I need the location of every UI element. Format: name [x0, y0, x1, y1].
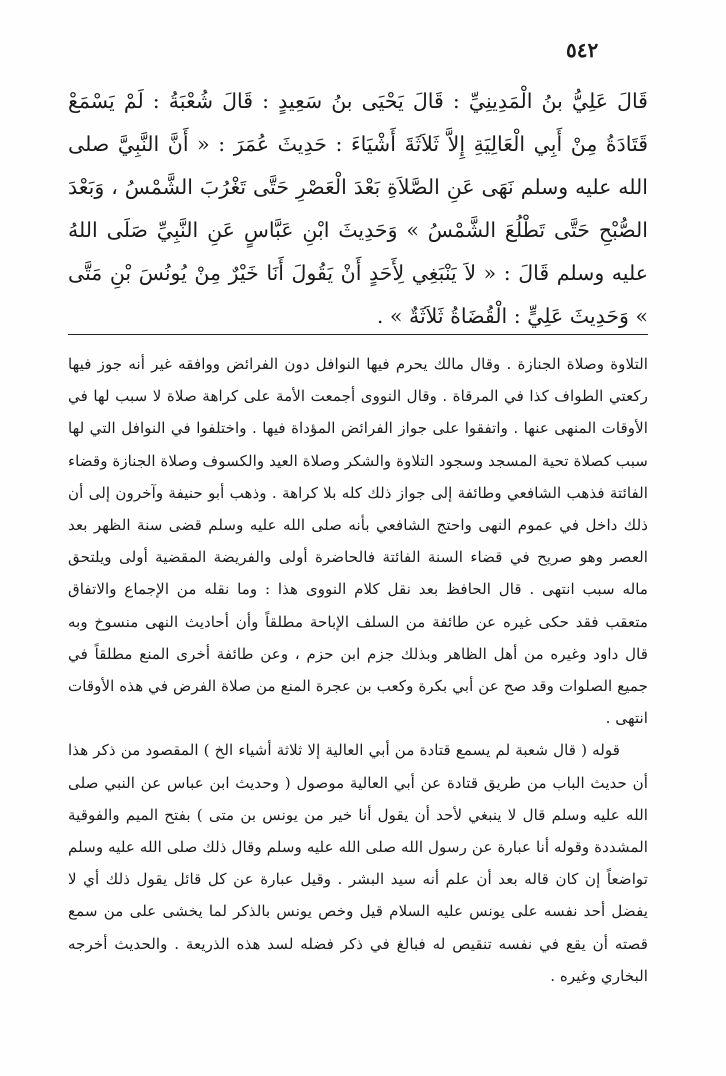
footnote-paragraph-2: قوله ( قال شعبة لم يسمع قتادة من أبي العالية إلا ثلاثة أشياء الخ ) المقصود من ذكر هذا أن حديث الباب من طريق قتادة عن أبي العالية موصول ( وحديث ابن عباس عن النبي صلى الله عليه وسلم قال لا ينبغي لأحد أن يقول أنا خير من يونس بن متى ) بفتح الميم والفوقية المشددة وقوله أنا عبارة عن رسول الله صلى الله عليه وسلم وقال ذلك صلى الله عليه وسلم تواضعاً إن كان قاله بعد أن علم أنه سيد البشر . وقيل عبارة عن كل قائل يقول ذلك أي لا يفضل أحد نفسه على يونس عليه السلام قيل وخص يونس بالذكر لما يخشى على من سمع قصته أن يقع في نفسه تنقيص له فبالغ في ذكر فضله لسد هذه الذريعة . والحديث أخرجه البخاري وغيره .	[68, 741, 648, 985]
footnote-commentary	[68, 348, 648, 992]
main-text-paragraph: قَالَ عَلِيُّ بنُ الْمَدِينِيِّ : قَالَ يَحْيَى بنُ سَعِيدٍ : قَالَ شُعْبَةُ : لَمْ يَسْمَعْ قَتَادَةُ مِنْ أَبِي الْعَالِيَةِ إِلاَّ ثَلاَثَةَ أَشْيَاءَ : حَدِيثَ عُمَرَ : « أَنَّ النَّبِيَّ صلى الله عليه وسلم نَهَى عَنِ الصَّلاَةِ بَعْدَ الْعَصْرِ حَتَّى تَغْرُبَ الشَّمْسُ ، وَبَعْدَ الصُّبْحِ حَتَّى تَطْلُعَ الشَّمْسُ » وَحَدِيثَ ابْنِ عَبَّاسٍ عَنِ النَّبِيِّ صَلَى اللهُ عليه وسلم قَالَ : « لاَ يَنْبَغِي لِأَحَدٍ أَنْ يَقُولَ أَنَا خَيْرٌ مِنْ يُونُسَ بْنِ مَتَّى » وَحَدِيثَ عَلِيٍّ : الْقُضَاةُ ثَلاَثَةٌ » .	[68, 89, 648, 328]
main-text	[68, 80, 648, 338]
footnote-divider	[68, 334, 648, 335]
page-number: ٥٤٢	[566, 38, 599, 62]
footnote-paragraph-1: التلاوة وصلاة الجنازة . وقال مالك يحرم فيها النوافل دون الفرائض ووافقه غير أنه جوز فيها ركعتي الطواف كذا في المرقاة . وقال النووى أجمعت الأمة على كراهة صلاة لا سبب لها في الأوقات المنهى عنها . واتفقوا على جواز الفرائض المؤداة فيها . واختلفوا في النوافل التي لها سبب كصلاة تحية المسجد وسجود التلاوة والشكر وصلاة العيد والكسوف وصلاة الجنازة وقضاء الفائتة فذهب الشافعي وطائفة إلى جواز ذلك كله بلا كراهة . وذهب أبو حنيفة وآخرون إلى أن ذلك داخل في عموم النهى واحتج الشافعي بأنه صلى الله عليه وسلم قضى سنة الظهر بعد العصر وهو صريح في قضاء السنة الفائتة فالحاضرة أولى والفريضة المقضية أولى ويلتحق ماله سبب انتهى . قال الحافظ بعد نقل كلام النووى هذا : وما نقله من الإجماع والاتفاق متعقب فقد حكى غيره عن طائفة من السلف الإباحة مطلقاً وأن أحاديث النهى منسوخ وبه قال داود وغيره من أهل الظاهر وبذلك جزم ابن حزم ، وعن طائفة أخرى المنع مطلقاً في جميع الصلوات وقد صح عن أبي بكرة وكعب بن عجرة المنع من صلاة الفرض في هذه الأوقات انتهى .	[68, 355, 648, 728]
